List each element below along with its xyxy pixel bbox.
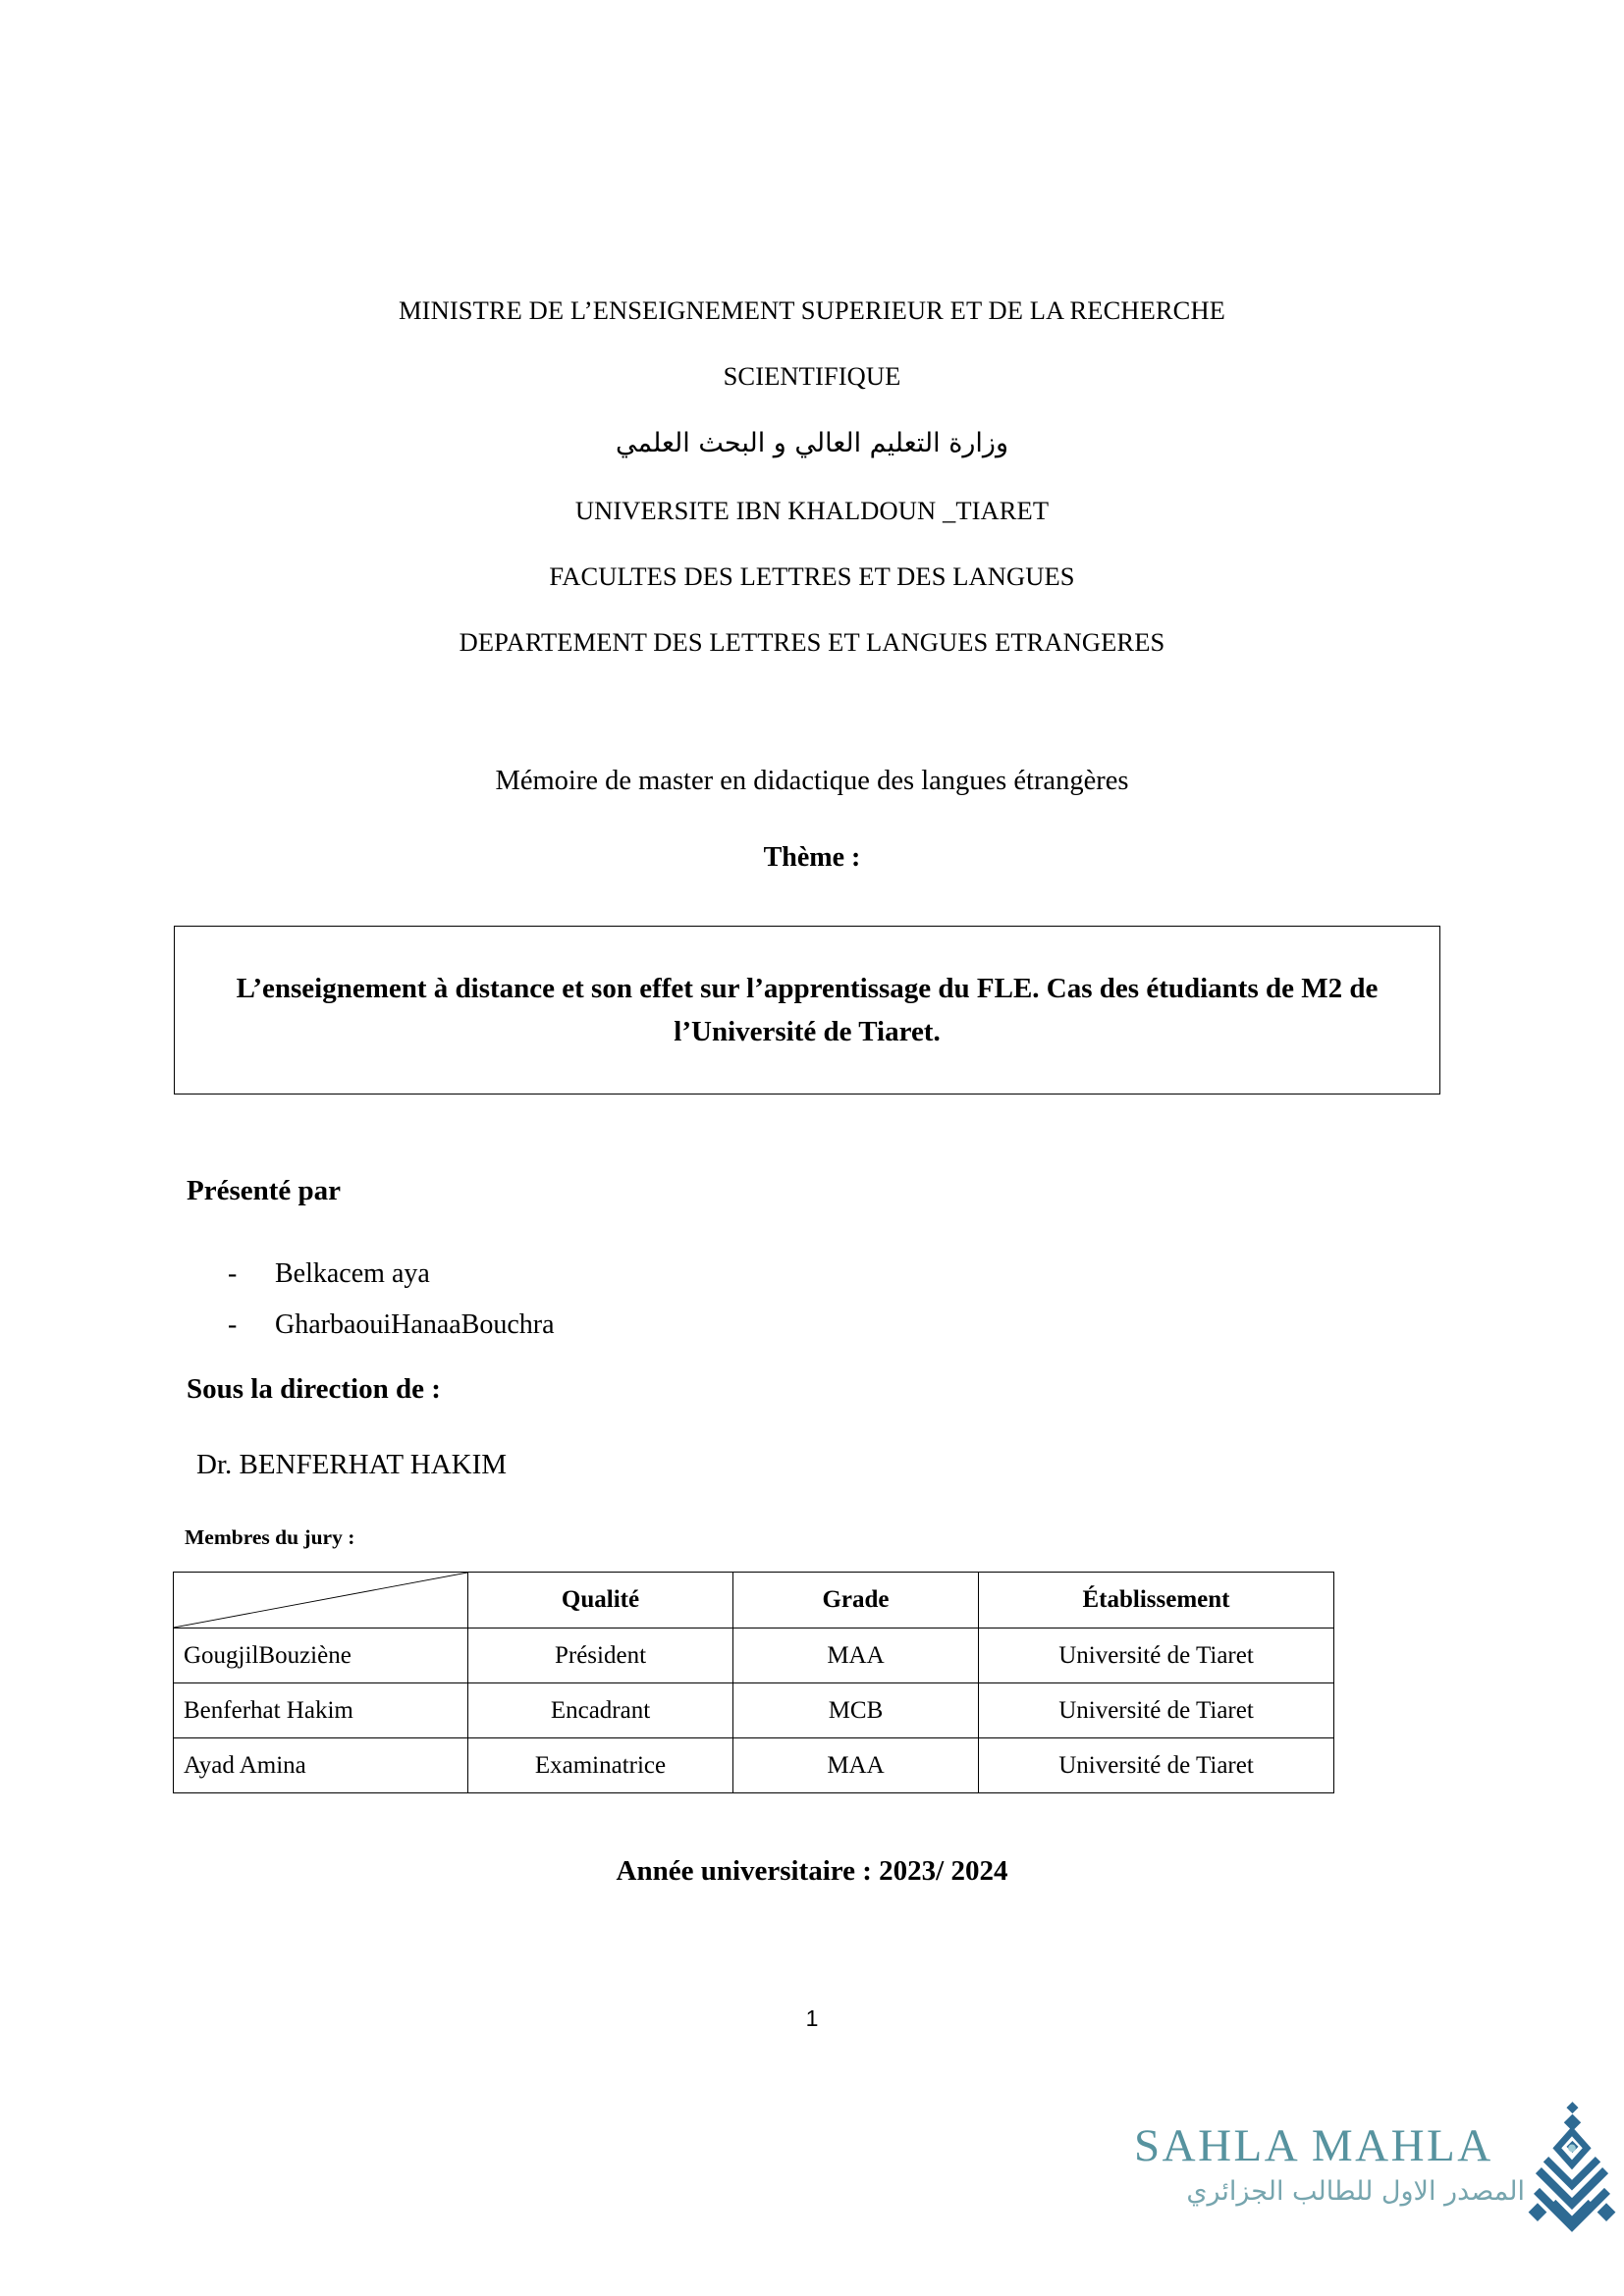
jury-member-name: Benferhat Hakim [174, 1683, 468, 1738]
table-row [174, 1683, 1334, 1738]
table-row [174, 1738, 1334, 1793]
jury-member-grade: MAA [733, 1738, 979, 1793]
supervisor-name: Dr. BENFERHAT HAKIM [196, 1449, 508, 1480]
sahla-mahla-watermark [1134, 2115, 1615, 2243]
ministry-arabic-line: وزارة التعليم العالي و البحث العلمي [615, 428, 1008, 458]
table-header-row [174, 1573, 1334, 1629]
institution-header [0, 278, 1624, 675]
jury-member-grade: MAA [733, 1629, 979, 1683]
department-line: DEPARTEMENT DES LETTRES ET LANGUES ETRANGERES [459, 627, 1165, 657]
bullet-dash: - [228, 1309, 238, 1340]
page-number: 1 [805, 2005, 819, 2031]
column-header-qualite: Qualité [468, 1573, 733, 1629]
theme-box [174, 926, 1440, 1095]
author-name: GharbaouiHanaaBouchra [275, 1309, 555, 1340]
jury-member-qualite: Président [468, 1629, 733, 1683]
jury-member-name: GougjilBouziène [174, 1629, 468, 1683]
page-title: L’enseignement à distance et son effet sur l’apprentissage du FLE. Cas des étudiants de M2 de l’Université de Tiaret. [236, 973, 1379, 1047]
list-item [228, 1249, 1111, 1300]
theme-label: Thème : [763, 842, 861, 873]
bullet-dash: - [228, 1258, 238, 1289]
jury-label: Membres du jury : [185, 1525, 355, 1549]
ministry-line-1: MINISTRE DE L’ENSEIGNEMENT SUPERIEUR ET DE LA RECHERCHE [399, 295, 1225, 325]
university-line: UNIVERSITE IBN KHALDOUN _TIARET [574, 496, 1050, 525]
list-item [228, 1300, 1111, 1351]
jury-member-etablissement: Université de Tiaret [979, 1738, 1334, 1793]
supervisor-label: Sous la direction de : [187, 1373, 441, 1405]
author-list [228, 1249, 1111, 1351]
table-row [174, 1629, 1334, 1683]
table-corner-cell [174, 1573, 468, 1629]
faculty-line: FACULTES DES LETTRES ET DES LANGUES [549, 561, 1075, 591]
jury-member-qualite: Examinatrice [468, 1738, 733, 1793]
berber-diamond-logo-icon [1525, 2102, 1619, 2241]
column-header-grade: Grade [733, 1573, 979, 1629]
watermark-arabic-tagline: المصدر الاول للطالب الجزائري [1186, 2176, 1525, 2207]
memoire-subtitle: Mémoire de master en didactique des langues étrangères [495, 766, 1129, 796]
jury-member-etablissement: Université de Tiaret [979, 1683, 1334, 1738]
column-header-etablissement: Établissement [979, 1573, 1334, 1629]
author-name: Belkacem aya [275, 1258, 430, 1289]
jury-member-qualite: Encadrant [468, 1683, 733, 1738]
jury-member-grade: MCB [733, 1683, 979, 1738]
presented-by-label: Présenté par [187, 1175, 342, 1206]
diagonal-slash-icon [174, 1573, 467, 1628]
academic-year: Année universitaire : 2023/ 2024 [616, 1855, 1008, 1887]
ministry-line-2: SCIENTIFIQUE [723, 361, 901, 391]
jury-table [173, 1572, 1334, 1793]
jury-member-name: Ayad Amina [174, 1738, 468, 1793]
jury-member-etablissement: Université de Tiaret [979, 1629, 1334, 1683]
watermark-wordmark: SAHLA MAHLA [1134, 2120, 1493, 2171]
